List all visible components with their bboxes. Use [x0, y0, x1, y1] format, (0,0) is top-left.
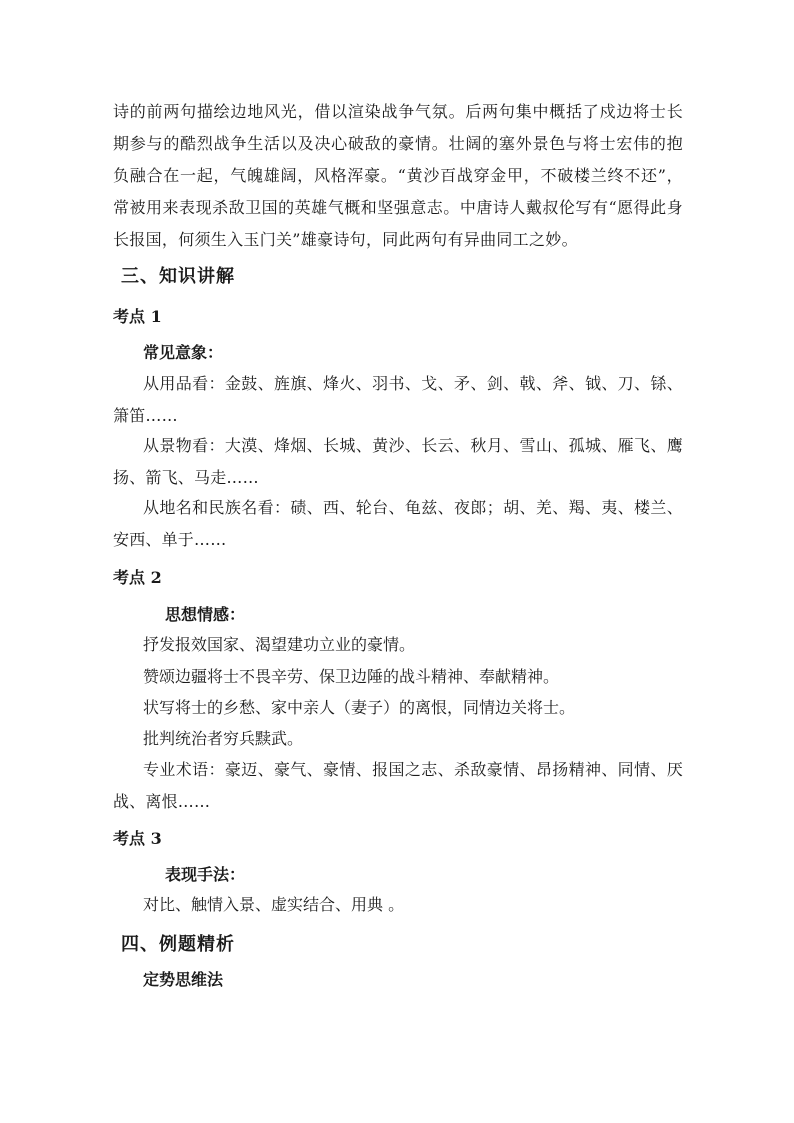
imagery-items-line: 从用品看：金鼓、旌旗、烽火、羽书、戈、矛、剑、戟、斧、钺、刀、铩、箫笛……	[113, 374, 683, 425]
scenery-items-line: 从景物看：大漠、烽烟、长城、黄沙、长云、秋月、雪山、孤城、雁飞、鹰扬、箭飞、马走……	[113, 436, 683, 487]
emotion-item: 状写将士的乡愁、家中亲人（妻子）的离恨，同情边关将士。	[143, 698, 576, 717]
examples-subheading: 定势思维法	[143, 970, 224, 989]
kaodian-1-subheading: 常见意象：	[143, 343, 224, 362]
section-heading-examples: 四、例题精析	[121, 934, 235, 955]
emotion-item: 抒发报效国家、渴望建功立业的豪情。	[143, 635, 416, 654]
kaodian-2-label: 考点 2	[113, 568, 162, 587]
kaodian-2-subheading: 思想情感：	[165, 605, 246, 624]
kaodian-3-label: 考点 3	[113, 829, 162, 848]
kaodian-1-label: 考点 1	[113, 307, 162, 326]
emotion-item: 批判统治者穷兵黩武。	[143, 729, 304, 748]
emotion-item: 赞颂边疆将士不畏辛劳、保卫边陲的战斗精神、奉献精神。	[143, 667, 560, 686]
kaodian-3-subheading: 表现手法：	[165, 865, 246, 884]
technique-item: 对比、触情入景、虚实结合、用典 。	[143, 895, 405, 914]
placename-items-line: 从地名和民族名看：碛、西、轮台、龟兹、夜郎；胡、羌、羯、夷、楼兰、安西、单于……	[113, 498, 683, 549]
section-heading-knowledge: 三、知识讲解	[121, 266, 235, 287]
intro-paragraph: 诗的前两句描绘边地风光，借以渲染战争气氛。后两句集中概括了戍边将士长期参与的酷烈战争生活以及决心破敌的豪情。壮阔的塞外景色与将士宏伟的抱负融合在一起，气魄雄阔，风格浑豪。“黄沙百战穿金甲，不破楼兰终不还”，常被用来表现杀敌卫国的英雄气概和坚强意志。中唐诗人戴叔伦写有“愿得此身长报国，何须生入玉门关”雄豪诗句，同此两句有异曲同工之妙。	[113, 102, 683, 249]
terms-line: 专业术语：豪迈、豪气、豪情、报国之志、杀敌豪情、昂扬精神、同情、厌战、离恨……	[113, 760, 683, 811]
